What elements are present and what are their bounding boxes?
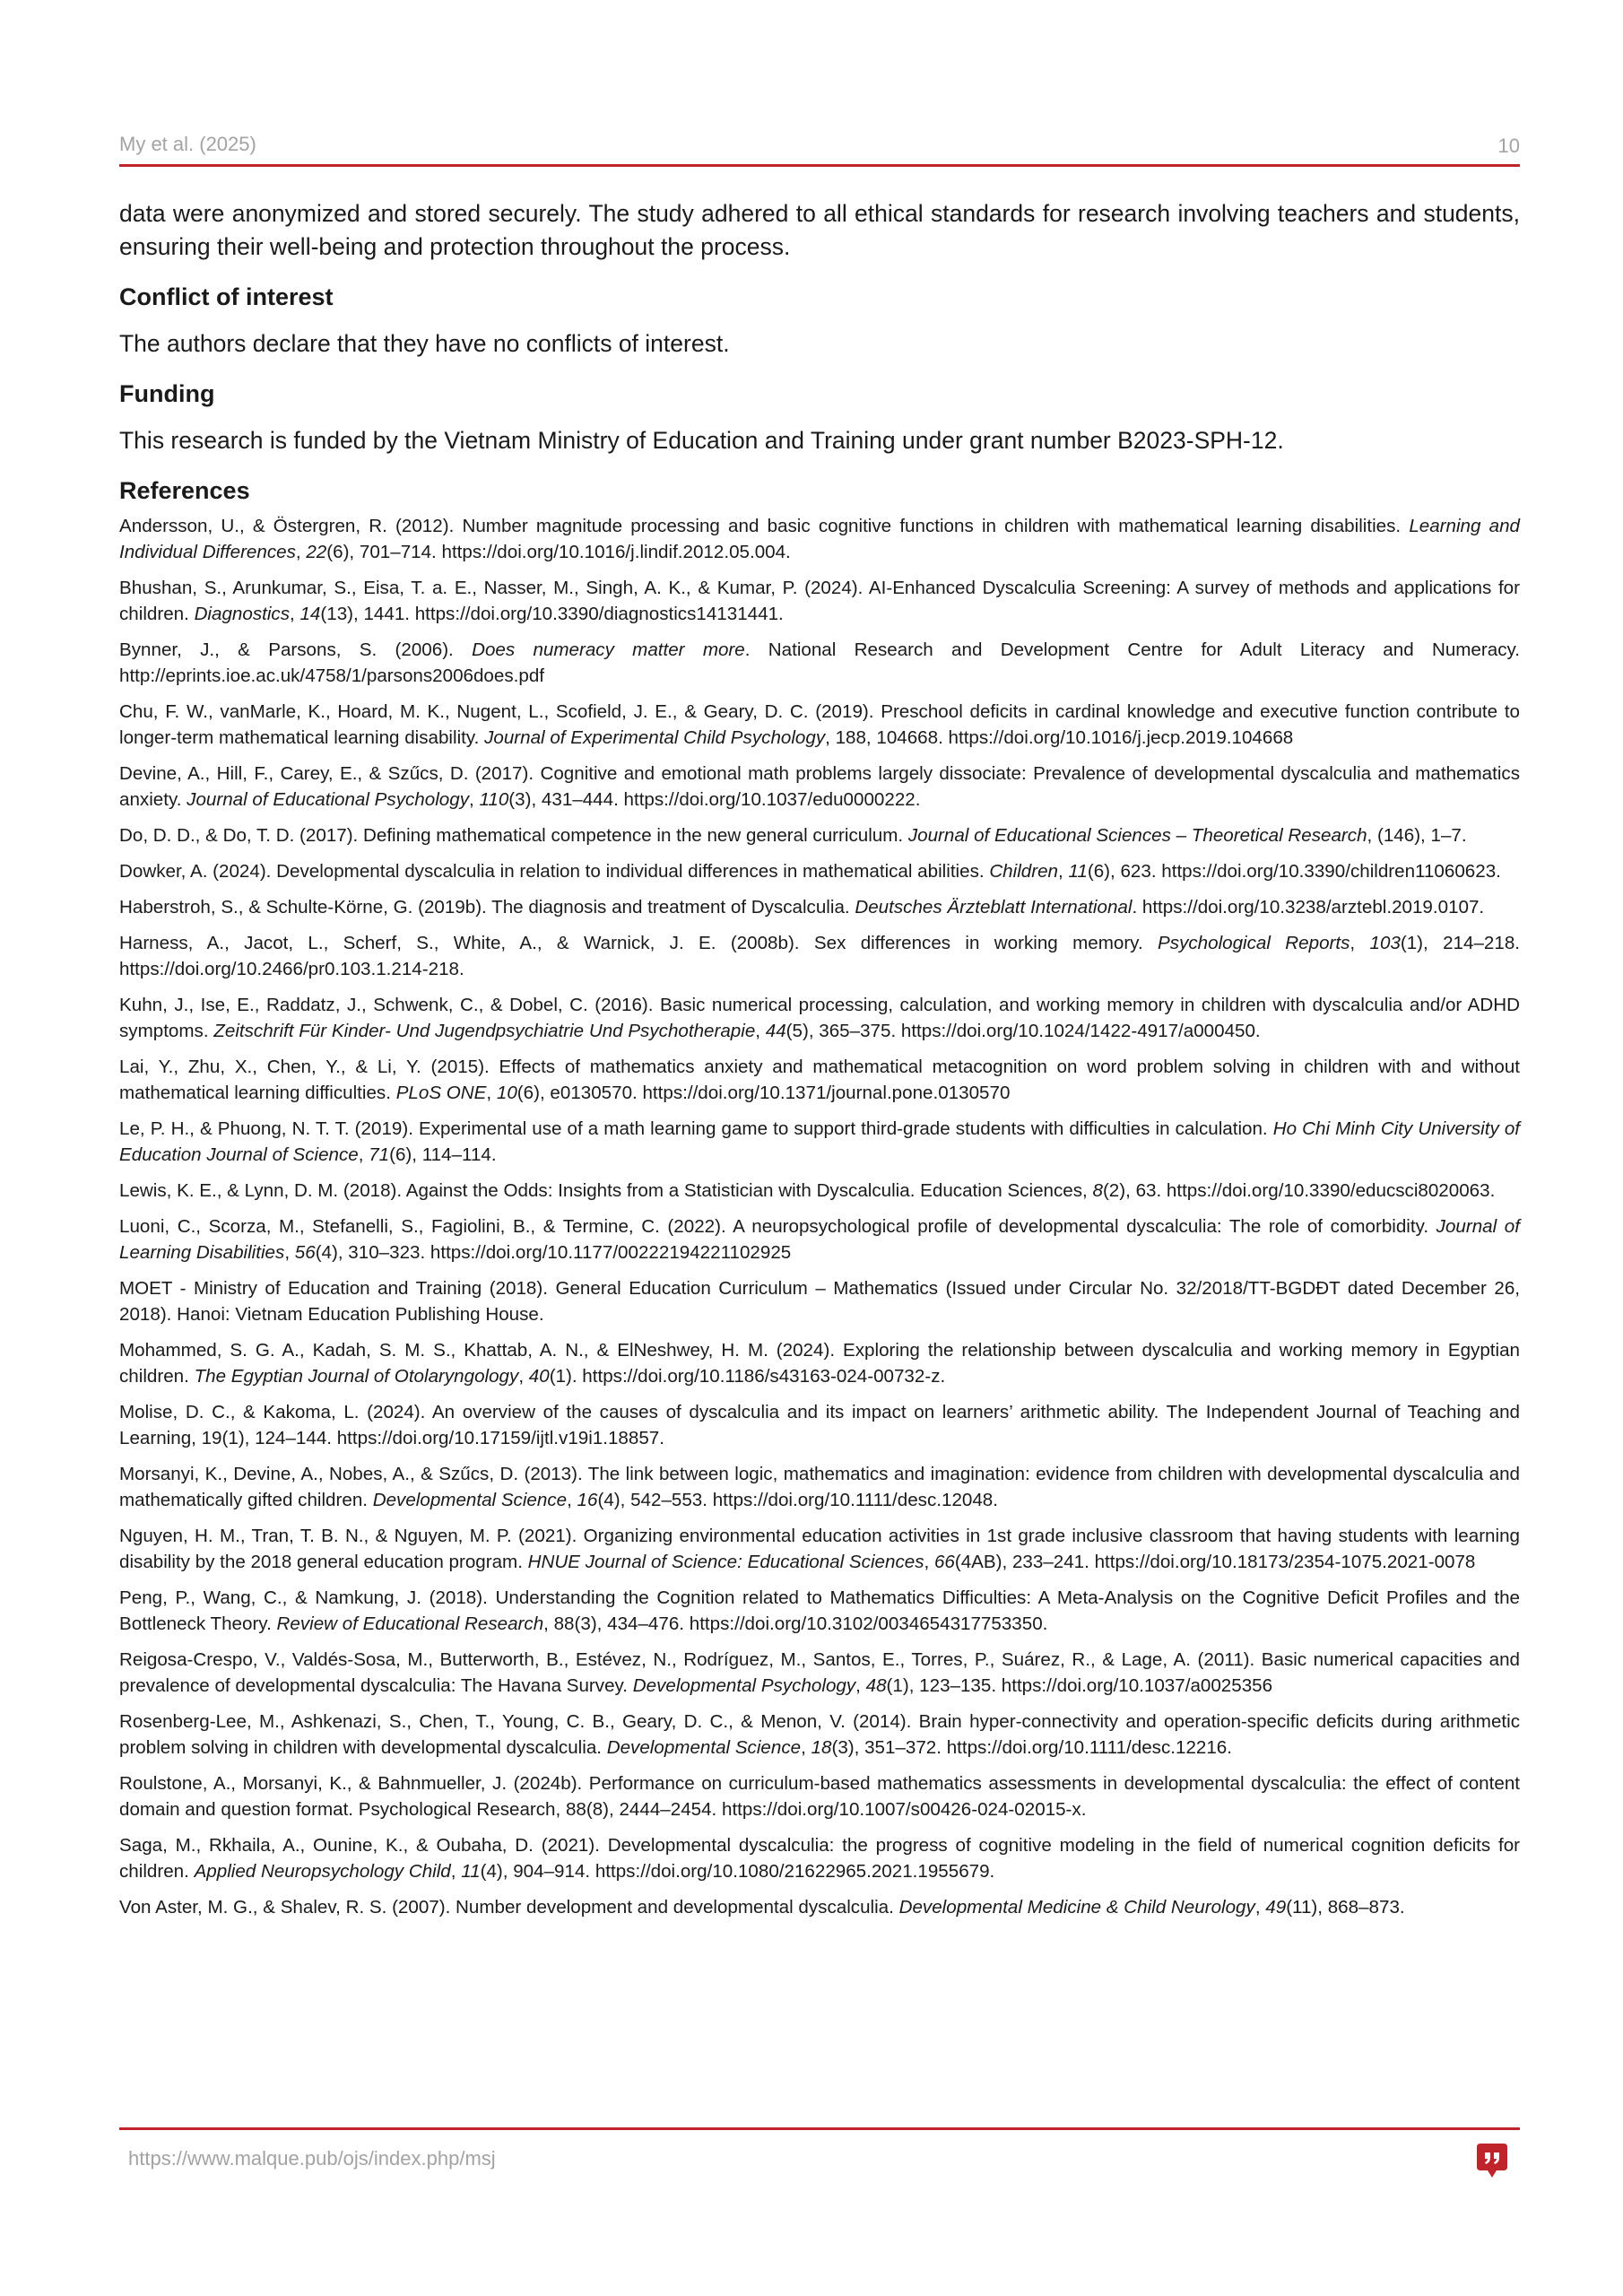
reference-italic: Psychological Reports	[1158, 933, 1350, 953]
reference-italic: 49	[1265, 1897, 1287, 1918]
reference-italic: 8	[1092, 1180, 1103, 1201]
conflict-text: The authors declare that they have no conflicts of interest.	[119, 330, 730, 357]
reference-entry	[119, 1523, 1520, 1575]
reference-italic: 22	[306, 542, 327, 562]
reference-text: (6), 701–714. https://doi.org/10.1016/j.lindif.2012.05.004.	[326, 542, 791, 562]
reference-italic: Learning and Individual Differences	[119, 516, 1521, 562]
reference-italic: 71	[369, 1144, 390, 1165]
reference-text: ,	[567, 1490, 577, 1510]
reference-entry	[119, 1337, 1520, 1389]
reference-text: . https://doi.org/10.3238/arztebl.2019.0107.	[1132, 897, 1485, 918]
page-number: 10	[1497, 135, 1520, 157]
reference-italic: Applied Neuropsychology Child	[194, 1861, 451, 1882]
reference-text: ,	[855, 1675, 866, 1696]
reference-text: Nguyen, H. M., Tran, T. B. N., & Nguyen, M. P. (2021). Organizing environmental education activities in 1st grade inclusive classroom that having students with learning disability by the 2018 general education program.	[119, 1526, 1520, 1572]
reference-text: Bhushan, S., Arunkumar, S., Eisa, T. a. E., Nasser, M., Singh, A. K., & Kumar, P. (2024). AI-Enhanced Dyscalculia Screening: A survey of methods and applications for children.	[119, 578, 1520, 624]
reference-text: (6), 114–114.	[389, 1144, 497, 1165]
reference-italic: 11	[1068, 861, 1088, 882]
reference-entry	[119, 575, 1520, 627]
reference-text: Peng, P., Wang, C., & Namkung, J. (2018). Understanding the Cognition related to Mathematics Difficulties: A Meta-Analysis on the Cognitive Deficit Profiles and the Bottleneck Theory.	[119, 1587, 1520, 1634]
reference-entry	[119, 1399, 1520, 1451]
reference-text: Luoni, C., Scorza, M., Stefanelli, S., Fagiolini, B., & Termine, C. (2022). A neuropsychological profile of developmental dyscalculia: The role of comorbidity.	[119, 1216, 1436, 1237]
reference-text: ,	[1350, 933, 1370, 953]
reference-text: Haberstroh, S., & Schulte-Körne, G. (2019b). The diagnosis and treatment of Dyscalculia.	[119, 897, 855, 918]
reference-text: ,	[1058, 861, 1069, 882]
reference-italic: Diagnostics	[194, 604, 291, 624]
reference-italic: Journal of Learning Disabilities	[119, 1216, 1520, 1263]
reference-text: ,	[450, 1861, 462, 1882]
reference-italic: 66	[933, 1552, 955, 1572]
reference-entry	[119, 930, 1520, 982]
reference-entry	[119, 1054, 1520, 1106]
reference-list	[119, 513, 1520, 1920]
conflict-heading: Conflict of interest	[119, 283, 334, 310]
reference-entry	[119, 1275, 1520, 1327]
reference-italic: 40	[528, 1366, 550, 1387]
reference-italic: Developmental Psychology	[632, 1675, 856, 1696]
reference-entry	[119, 513, 1520, 565]
reference-text: (3), 431–444. https://doi.org/10.1037/edu0000222.	[508, 789, 921, 810]
reference-text: ,	[290, 604, 300, 624]
reference-italic: The Egyptian Journal of Otolaryngology	[194, 1366, 519, 1387]
reference-text: ,	[1254, 1897, 1266, 1918]
reference-text: (1), 123–135. https://doi.org/10.1037/a0025356	[886, 1675, 1273, 1696]
reference-text: Morsanyi, K., Devine, A., Nobes, A., & Szűcs, D. (2013). The link between logic, mathematics and imagination: evidence from children with developmental dyscalculia and mathematically gifted children.	[119, 1464, 1520, 1510]
page-content	[119, 197, 1520, 1930]
references-heading: References	[119, 477, 250, 504]
reference-entry	[119, 637, 1520, 689]
reference-entry	[119, 761, 1520, 813]
reference-text: , 188, 104668. https://doi.org/10.1016/j.jecp.2019.104668	[825, 727, 1294, 748]
reference-text: Molise, D. C., & Kakoma, L. (2024). An overview of the causes of dyscalculia and its impact on learners’ arithmetic ability. The Independent Journal of Teaching and Learning, 19(1), 124–144. https://doi.org/10.17159/ijtl.v19i1.18857.	[119, 1402, 1520, 1448]
footer-rule	[119, 2127, 1520, 2130]
reference-text: Harness, A., Jacot, L., Scherf, S., White, A., & Warnick, J. E. (2008b). Sex differences in working memory.	[119, 933, 1159, 953]
reference-entry	[119, 992, 1520, 1044]
reference-entry	[119, 1647, 1520, 1699]
reference-text: (5), 365–375. https://doi.org/10.1024/1422-4917/a000450.	[785, 1021, 1261, 1041]
reference-italic: Developmental Science	[606, 1737, 802, 1758]
reference-entry	[119, 1832, 1520, 1884]
quote-mark-icon	[1473, 2142, 1511, 2179]
reference-text: Do, D. D., & Do, T. D. (2017). Defining mathematical competence in the new general curriculum.	[119, 825, 908, 846]
reference-text: Bynner, J., & Parsons, S. (2006).	[119, 639, 473, 660]
reference-text: (11), 868–873.	[1286, 1897, 1405, 1918]
running-head: My et al. (2025)	[119, 133, 256, 155]
reference-entry	[119, 1585, 1520, 1637]
reference-text: ,	[295, 542, 307, 562]
reference-text: Devine, A., Hill, F., Carey, E., & Szűcs, D. (2017). Cognitive and emotional math problems largely dissociate: Prevalence of developmental dyscalculia and mathematics anxiety.	[119, 763, 1520, 810]
reference-italic: Zeitschrift Für Kinder- Und Jugendpsychiatrie Und Psychotherapie	[213, 1021, 756, 1041]
reference-text: (4), 310–323. https://doi.org/10.1177/00222194221102925	[315, 1242, 792, 1263]
reference-italic: 110	[479, 789, 509, 810]
reference-text: (3), 351–372. https://doi.org/10.1111/desc.12216.	[831, 1737, 1232, 1758]
footer-url[interactable]: https://www.malque.pub/ojs/index.php/msj	[128, 2147, 496, 2170]
reference-text: (4), 904–914. https://doi.org/10.1080/21622965.2021.1955679.	[480, 1861, 995, 1882]
reference-entry	[119, 1461, 1520, 1513]
reference-italic: Journal of Educational Sciences – Theoretical Research	[907, 825, 1367, 846]
reference-text: Lewis, K. E., & Lynn, D. M. (2018). Against the Odds: Insights from a Statistician with Dyscalculia. Education Sciences,	[119, 1180, 1093, 1201]
reference-text: . National Research and Development Centre for Adult Literacy and Numeracy. http://eprints.ioe.ac.uk/4758/1/parsons2006does.pdf	[119, 639, 1520, 686]
reference-italic: 16	[577, 1490, 598, 1510]
reference-italic: 56	[294, 1242, 316, 1263]
reference-italic: 48	[865, 1675, 887, 1696]
reference-text: Dowker, A. (2024). Developmental dyscalculia in relation to individual differences in mathematical abilities.	[119, 861, 990, 882]
reference-entry	[119, 1770, 1520, 1822]
reference-text: Rosenberg-Lee, M., Ashkenazi, S., Chen, T., Young, C. B., Geary, D. C., & Menon, V. (2014). Brain hyper-connectivity and operation-specific deficits during arithmetic problem solving in children with developmental dyscalculia.	[119, 1711, 1520, 1758]
reference-italic: Does numeracy matter more	[472, 639, 745, 660]
reference-text: Von Aster, M. G., & Shalev, R. S. (2007). Number development and developmental dyscalculia.	[119, 1897, 899, 1918]
reference-text: Reigosa-Crespo, V., Valdés-Sosa, M., Butterworth, B., Estévez, N., Rodríguez, M., Santos, E., Torres, P., Suárez, R., & Lage, A. (2011). Basic numerical capacities and prevalence of developmental dyscalculia: The Havana Survey.	[119, 1649, 1520, 1696]
reference-text: Chu, F. W., vanMarle, K., Hoard, M. K., Nugent, L., Scofield, J. E., & Geary, D. C. (2019). Preschool deficits in cardinal knowledge and executive function contribute to longer-term mathematical learning disability.	[119, 701, 1520, 748]
reference-text: ,	[755, 1021, 766, 1041]
reference-text: Saga, M., Rkhaila, A., Ounine, K., & Oubaha, D. (2021). Developmental dyscalculia: the progress of cognitive modeling in the field of numerical cognition deficits for children.	[119, 1835, 1520, 1882]
reference-italic: Ho Chi Minh City University of Education Journal of Science	[119, 1118, 1521, 1165]
reference-italic: Journal of Educational Psychology	[187, 789, 469, 810]
reference-italic: 18	[811, 1737, 832, 1758]
reference-text: (13), 1441. https://doi.org/10.3390/diagnostics14131441.	[320, 604, 784, 624]
reference-italic: 10	[496, 1083, 517, 1103]
reference-text: (1), 214–218. https://doi.org/10.2466/pr0.103.1.214-218.	[119, 933, 1520, 979]
reference-italic: HNUE Journal of Science: Educational Sciences	[527, 1552, 924, 1572]
reference-text: MOET - Ministry of Education and Training (2018). General Education Curriculum – Mathematics (Issued under Circular No. 32/2018/TT-BGDĐT dated December 26, 2018). Hanoi: Vietnam Education Publishing House.	[119, 1278, 1520, 1325]
reference-italic: Review of Educational Research	[276, 1613, 544, 1634]
reference-text: Kuhn, J., Ise, E., Raddatz, J., Schwenk, C., & Dobel, C. (2016). Basic numerical processing, calculation, and working memory in children with dyscalculia and/or ADHD symptoms.	[119, 995, 1520, 1041]
reference-text: ,	[284, 1242, 295, 1263]
reference-text: Mohammed, S. G. A., Kadah, S. M. S., Khattab, A. N., & ElNeshwey, H. M. (2024). Exploring the relationship between dyscalculia and working memory in Egyptian children.	[119, 1340, 1520, 1387]
reference-text: ,	[469, 789, 480, 810]
reference-entry	[119, 1213, 1520, 1265]
reference-italic: Developmental Medicine & Child Neurology	[898, 1897, 1255, 1918]
reference-italic: 103	[1369, 933, 1401, 953]
reference-text: ,	[358, 1144, 369, 1165]
reference-italic: Deutsches Ärzteblatt International	[855, 897, 1133, 918]
reference-entry	[119, 1894, 1520, 1920]
reference-entry	[119, 858, 1520, 884]
funding-text: This research is funded by the Vietnam Ministry of Education and Training under grant number B2023-SPH-12.	[119, 427, 1284, 454]
reference-entry	[119, 894, 1520, 920]
reference-text: (4AB), 233–241. https://doi.org/10.18173/2354-1075.2021-0078	[954, 1552, 1476, 1572]
reference-italic: Children	[989, 861, 1059, 882]
reference-text: (4), 542–553. https://doi.org/10.1111/desc.12048.	[597, 1490, 998, 1510]
reference-text: ,	[486, 1083, 497, 1103]
reference-text: (6), e0130570. https://doi.org/10.1371/journal.pone.0130570	[516, 1083, 1011, 1103]
funding-heading: Funding	[119, 380, 215, 407]
reference-italic: Journal of Experimental Child Psychology	[484, 727, 826, 748]
reference-italic: 14	[299, 604, 321, 624]
reference-entry	[119, 699, 1520, 751]
intro-paragraph: data were anonymized and stored securely. The study adhered to all ethical standards for research involving teachers and students, ensuring their well-being and protection throughout the process.	[119, 200, 1520, 260]
header-rule	[119, 164, 1520, 167]
reference-text: (2), 63. https://doi.org/10.3390/educsci8020063.	[1102, 1180, 1496, 1201]
reference-text: ,	[924, 1552, 934, 1572]
reference-text: ,	[801, 1737, 812, 1758]
reference-text: Lai, Y., Zhu, X., Chen, Y., & Li, Y. (2015). Effects of mathematics anxiety and mathematical metacognition on word problem solving in children with and without mathematical learning difficulties.	[119, 1057, 1520, 1103]
reference-italic: 11	[461, 1861, 481, 1882]
reference-entry	[119, 1709, 1520, 1761]
reference-entry	[119, 1178, 1520, 1204]
reference-entry	[119, 822, 1520, 848]
reference-text: , 88(3), 434–476. https://doi.org/10.3102/0034654317753350.	[543, 1613, 1048, 1634]
reference-italic: Developmental Science	[372, 1490, 568, 1510]
reference-text: Le, P. H., & Phuong, N. T. T. (2019). Experimental use of a math learning game to support third-grade students with difficulties in calculation.	[119, 1118, 1273, 1139]
reference-text: , (146), 1–7.	[1367, 825, 1467, 846]
reference-italic: PLoS ONE	[395, 1083, 487, 1103]
reference-text: (6), 623. https://doi.org/10.3390/children11060623.	[1087, 861, 1501, 882]
reference-text: Andersson, U., & Östergren, R. (2012). Number magnitude processing and basic cognitive functions in children with mathematical learning disabilities.	[119, 516, 1410, 536]
reference-italic: 44	[765, 1021, 786, 1041]
reference-text: Roulstone, A., Morsanyi, K., & Bahnmueller, J. (2024b). Performance on curriculum-based mathematics assessments in developmental dyscalculia: the effect of content domain and question format. Psychological Research, 88(8), 2444–2454. https://doi.org/10.1007/s00426-024-02015-x.	[119, 1773, 1520, 1820]
reference-text: (1). https://doi.org/10.1186/s43163-024-00732-z.	[549, 1366, 946, 1387]
reference-entry	[119, 1116, 1520, 1168]
reference-text: ,	[518, 1366, 529, 1387]
